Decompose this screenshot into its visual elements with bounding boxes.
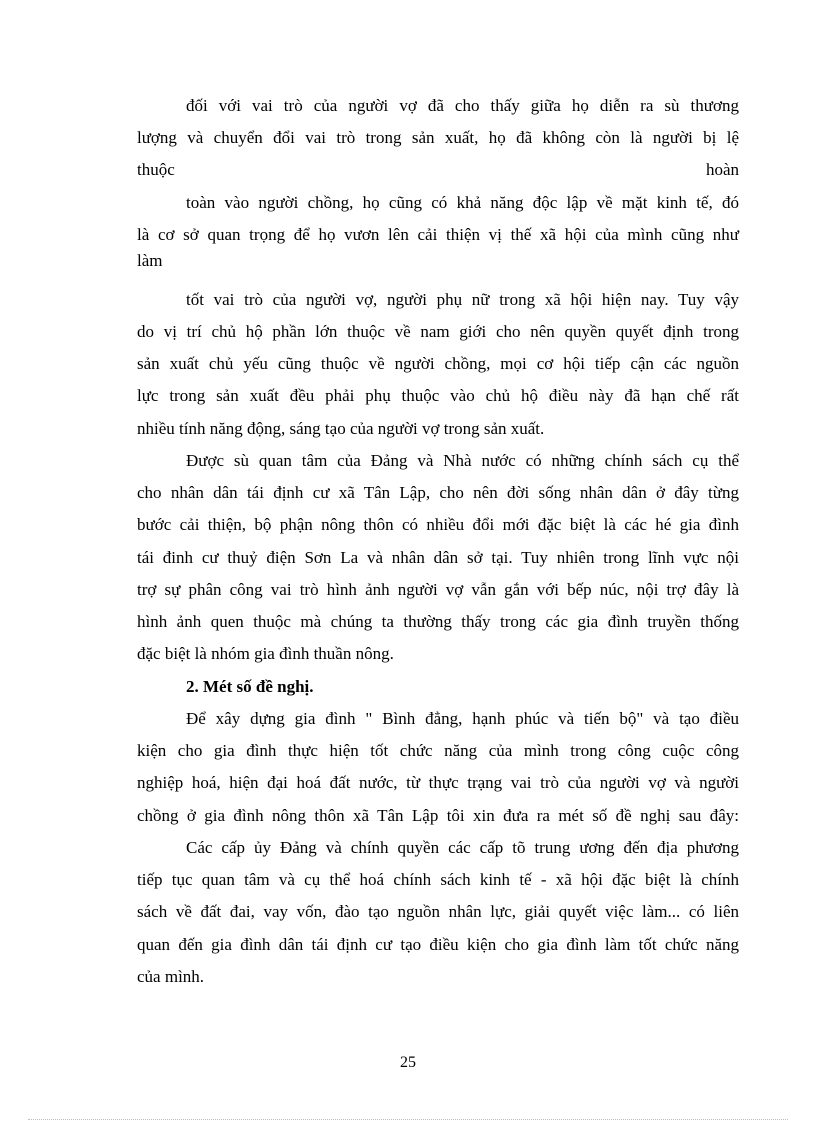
section-heading: 2. Mét số đề nghị.	[186, 677, 314, 696]
body-line: trợ sự phân công vai trò hình ảnh người vợ vẫn gắn với bếp núc, nội trợ đây là	[137, 580, 739, 599]
body-line: sản xuất chủ yếu cũng thuộc về người chồng, mọi cơ hội tiếp cận các nguồn	[137, 354, 739, 373]
body-line: hình ảnh quen thuộc mà chúng ta thường thấy trong các gia đình truyền thống	[137, 612, 739, 631]
body-line: lượng và chuyển đổi vai trò trong sản xuất, họ đã không còn là người bị lệ	[137, 128, 739, 147]
body-line: nghiệp hoá, hiện đại hoá đất nước, từ thực trạng vai trò của người vợ và người	[137, 773, 739, 792]
body-line: sách về đất đai, vay vốn, đào tạo nguồn nhân lực, giải quyết việc làm... có liên	[137, 902, 739, 921]
body-line: nhiều tính năng động, sáng tạo của người vợ trong sản xuất.	[137, 419, 545, 438]
body-word: hoàn	[705, 160, 739, 179]
body-line: Để xây dựng gia đình " Bình đẳng, hạnh phúc và tiến bộ" và tạo điều	[186, 709, 739, 728]
page-bottom-border	[28, 1119, 788, 1120]
body-word: thuộc	[137, 160, 175, 179]
body-line: của mình.	[137, 967, 205, 986]
body-line: bước cải thiện, bộ phận nông thôn có nhiều đổi mới đặc biệt là các hé gia đình	[137, 515, 739, 534]
body-line: cho nhân dân tái định cư xã Tân Lập, cho nên đời sống nhân dân ở đây từng	[137, 483, 739, 502]
body-line: tái đinh cư thuỷ điện Sơn La và nhân dân sở tại. Tuy nhiên trong lĩnh vực nội	[137, 548, 739, 567]
body-line: đặc biệt là nhóm gia đình thuần nông.	[137, 644, 394, 663]
body-line: Được sù quan tâm của Đảng và Nhà nước có những chính sách cụ thể	[186, 451, 739, 470]
body-line-split	[137, 159, 739, 181]
body-line: là cơ sở quan trọng để họ vươn lên cải thiện vị thế xã hội của mình cũng như	[137, 225, 739, 244]
body-line: tiếp tục quan tâm và cụ thể hoá chính sách kinh tế - xã hội đặc biệt là chính	[137, 870, 739, 889]
page-number: 25	[400, 1054, 416, 1071]
body-line: lực trong sản xuất đều phải phụ thuộc vào chủ hộ điều này đã hạn chế rất	[137, 386, 739, 405]
body-line: kiện cho gia đình thực hiện tốt chức năng của mình trong công cuộc công	[137, 741, 739, 760]
body-line: toàn vào người chồng, họ cũng có khả năng độc lập về mặt kinh tế, đó	[186, 193, 739, 212]
body-line: quan đến gia đình dân tái định cư tạo điều kiện cho gia đình làm tốt chức năng	[137, 935, 739, 954]
body-line: đối với vai trò của người vợ đã cho thấy giữa họ diễn ra sù thương	[186, 96, 739, 115]
body-line: do vị trí chủ hộ phần lớn thuộc về nam giới cho nên quyền quyết định trong	[137, 322, 739, 341]
body-line: tốt vai trò của người vợ, người phụ nữ trong xã hội hiện nay. Tuy vậy	[186, 290, 739, 309]
body-line: chồng ở gia đình nông thôn xã Tân Lập tôi xin đưa ra mét số đề nghị sau đây:	[137, 806, 739, 825]
body-line: Các cấp ủy Đảng và chính quyền các cấp tõ trung ương đến địa phương	[186, 838, 739, 857]
body-line: làm	[137, 251, 163, 270]
